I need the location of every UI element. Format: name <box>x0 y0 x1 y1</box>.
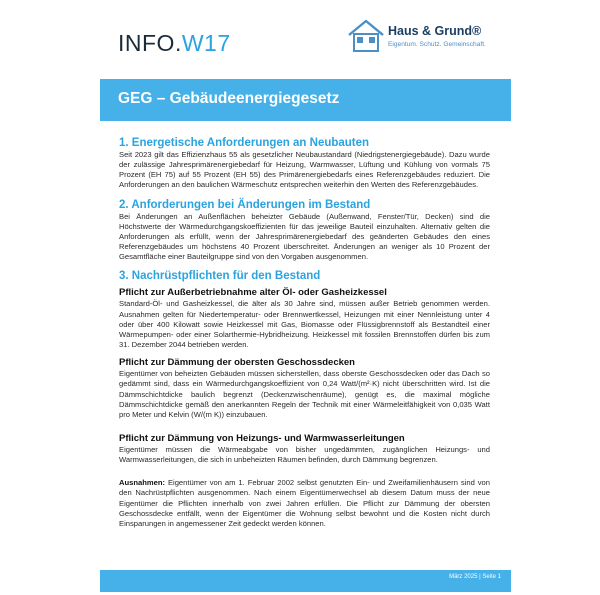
document-id-prefix: INFO. <box>118 30 182 56</box>
section-2-heading: 2. Anforderungen bei Änderungen im Bestand <box>119 198 371 211</box>
subsection-pipes-heading: Pflicht zur Dämmung von Heizungs- und Warmwasserleitungen <box>119 432 405 444</box>
title-banner <box>100 79 511 121</box>
section-3-heading: 3. Nachrüstpflichten für den Bestand <box>119 270 321 283</box>
document-body <box>119 136 490 529</box>
subsection-ceiling-heading: Pflicht zur Dämmung der obersten Geschossdecken <box>119 357 355 369</box>
logo-name: Haus & Grund® <box>388 24 482 38</box>
subsection-ceiling-text: Eigentümer von beheizten Gebäuden müssen sicherstellen, dass oberste Geschossdecken oder das Dach so gedämmt sind, dass ein Wärmedurchgangskoeffizient von 0,24 Watt/(m²·K) nicht überschritten wird. Ist die Dämmschichtdicke baulich begrenzt (Deckenzwischenräume), genügt es, die maximal mögliche Dämmschichtdicke gemäß den anerkannten Regeln der Technik mit einer Wärmeleitfähigkeit von 0,035 Watt pro Meter und Kelvin (W/(m K)) einzubauen. <box>119 369 490 419</box>
footer-bar <box>100 570 511 592</box>
subsection-boiler-text: Standard-Öl- und Gasheizkessel, die älter als 30 Jahre sind, müssen außer Betrieb genommen werden. Ausnahmen gelten für Niedertemperatur- oder Brennwertkessel, Heizungen mit einer Nennleistung unter 4 oder über 400 Kilowatt sowie Heizkessel mit Gas, Biomasse oder Flüssigbrennstoff als Bestandteil einer Wärmepumpen- oder einer Solarthermie-Hybridheizung. Heizkessel mit fossilen Brennstoffen dürfen bis zum 31. Dezember 2044 betrieben werden. <box>119 299 490 350</box>
document-id <box>118 30 231 57</box>
logo-tagline: Eigentum. Schutz. Gemeinschaft. <box>388 41 486 48</box>
exceptions-label: Ausnahmen: <box>119 478 165 488</box>
house-icon <box>346 18 386 54</box>
document-id-code: W17 <box>181 30 231 56</box>
section-1-heading: 1. Energetische Anforderungen an Neubauten <box>119 137 370 149</box>
page-title: GEG – Gebäudeenergiegesetz <box>118 90 340 107</box>
haus-und-grund-logo <box>346 18 496 60</box>
exceptions-text: Eigentümer von am 1. Februar 2002 selbst genutzten Ein- und Zweifamilienhäusern sind von den Nachrüstpflichten ausgenommen. Nach einem Eigentümerwechsel ab diesem Datum muss der neue Eigentümer die Pflichten innerhalb von zwei Jahren erfüllen. Die Pflicht zur Dämmung der obersten Geschossdecke entfällt, wenn der Eigentümer die Wohnung selbst bewohnt und die Kosten nicht durch Einsparungen in angemessener Zeit gedeckt werden können. <box>119 478 490 528</box>
footer-date-page: März 2025 | Seite 1 <box>449 574 501 580</box>
subsection-boiler-heading: Pflicht zur Außerbetriebnahme alter Öl- oder Gasheizkessel <box>119 287 387 299</box>
section-2-text: Bei Änderungen an Außenflächen beheizter Gebäude (Außenwand, Fenster/Tür, Decken) sind die Höchstwerte der Wärmedurchgangskoeffizienten für das jeweilige Bauteil einzuhalten. Alternativ gelten die Anforderungen als erfüllt, wenn der Jahresprimärenergiebedarf des geänderten Gebäudes den eines Referenzgebäudes um höchstens 40 Prozent überschreitet. Änderungen an weniger als 10 Prozent der Gesamtfläche einer Bauteilgruppe sind von den Vorgaben ausgenommen. <box>119 211 490 262</box>
subsection-pipes-text: Eigentümer müssen die Wärmeabgabe von bisher ungedämmten, zugänglichen Heizungs- und Warmwasserleitungen, die sich in unbeheizten Räumen befinden, durch Dämmung begrenzen. <box>119 444 490 465</box>
exceptions-note <box>119 478 490 529</box>
section-1-text: Seit 2023 gilt das Effizienzhaus 55 als gesetzlicher Neubaustandard (Niedrigstenergiegebäude). Dazu wurde der zulässige Jahresprimärenergiebedarf für Heizung, Warmwasser, Lüftung und Kühlung von vormals 75 Prozent (EH 75) auf 55 Prozent (EH 55) des Primärenergiebedarfs eines Referenzgebäudes reduziert. Die Anforderungen an den baulichen Wärmeschutz entsprechen weiterhin den Werten des Referenzgebäudes. <box>119 150 490 190</box>
